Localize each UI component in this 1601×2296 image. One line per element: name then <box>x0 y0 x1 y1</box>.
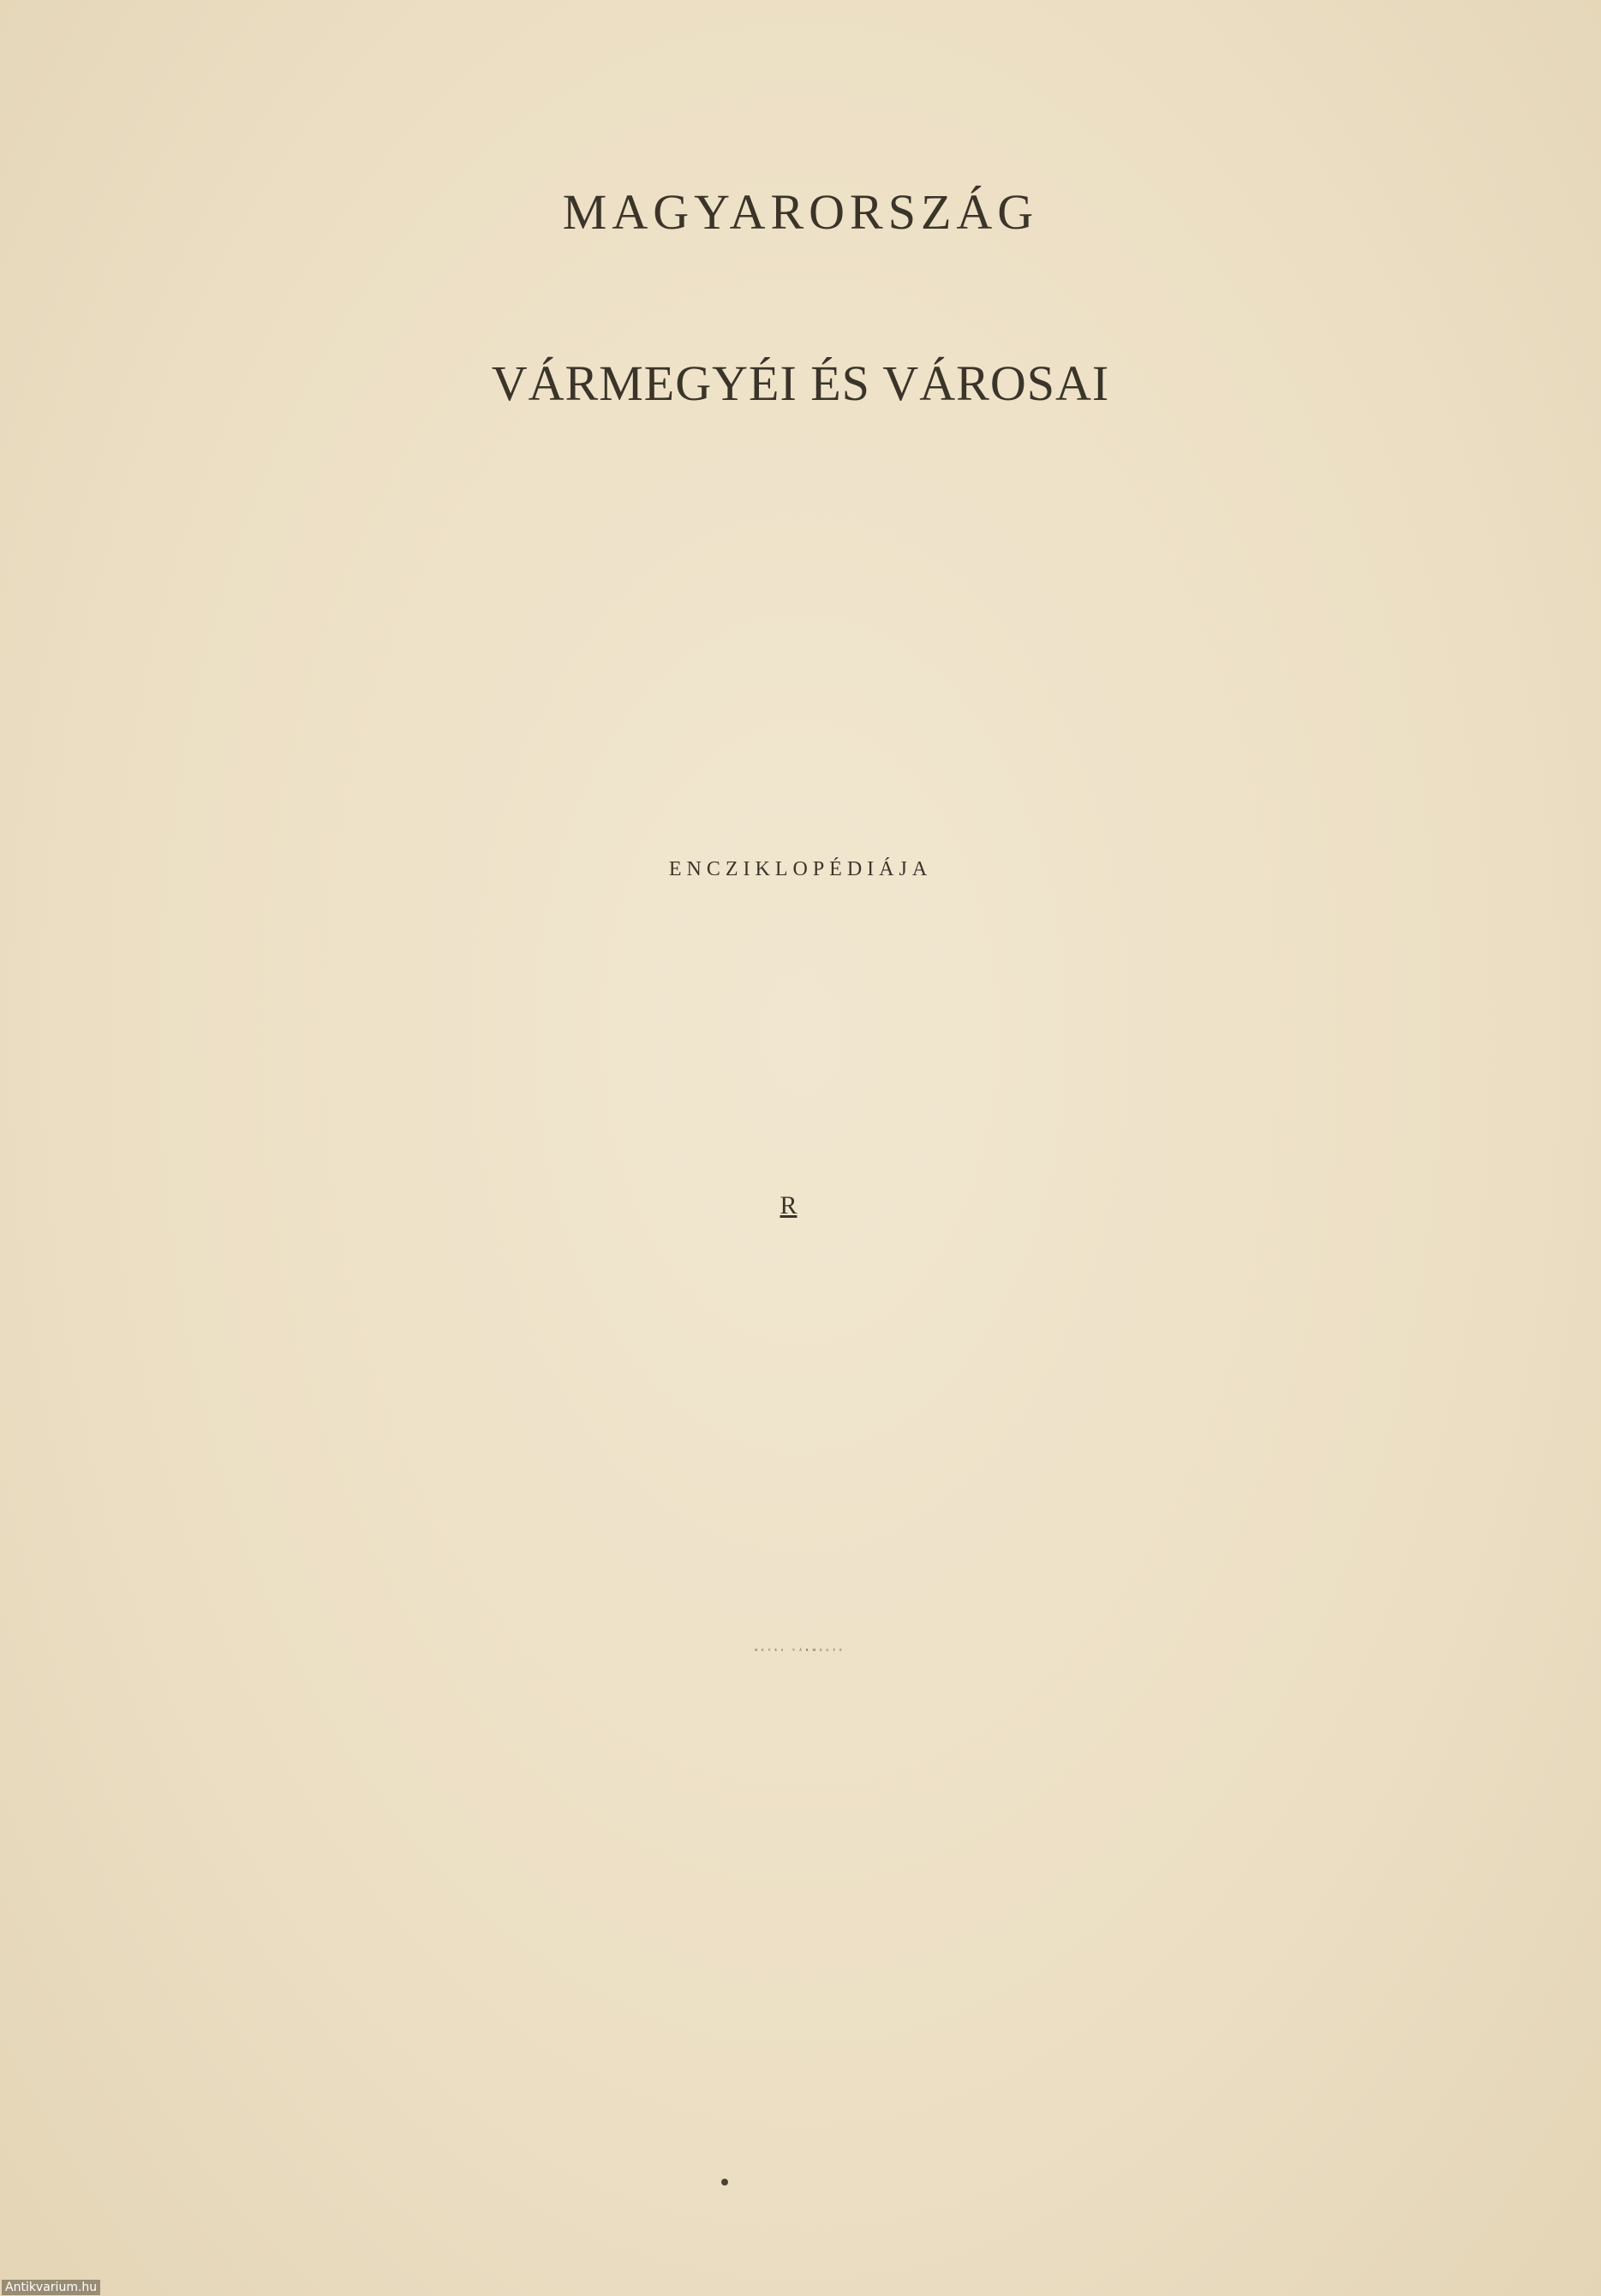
imprint-address-1 <box>0 2054 1601 2088</box>
affiliation-line-2 <box>0 1261 1601 1290</box>
watermark-label: Antikvarium.hu <box>2 2280 100 2295</box>
committee-line-2 <box>0 1047 1601 1088</box>
committee-line-1 <box>0 1002 1601 1043</box>
imprint-publisher <box>0 1999 1601 2047</box>
subtitle <box>0 495 1601 538</box>
ornament-dot <box>721 2179 728 2186</box>
volume-title: HEVES VÁRMEGYE <box>755 1648 846 1652</box>
description-line-2 <box>0 675 1601 718</box>
affiliation-line-1 <box>0 1233 1601 1262</box>
description-line-1 <box>0 623 1601 666</box>
main-title-line-2: VÁRMEGYÉI ÉS VÁROSAI <box>491 355 1110 411</box>
main-title-line-1: MAGYARORSZÁG <box>562 184 1039 240</box>
imprint-address-2 <box>0 2096 1601 2131</box>
edited-by-label <box>0 1118 1601 1153</box>
editor-title-superscript: R <box>780 1191 798 1220</box>
encyclopedia-heading: ENCZIKLOPÉDIÁJA <box>668 858 933 880</box>
illustrations-note <box>0 1398 1601 1432</box>
imprint-city <box>0 1927 1601 1970</box>
description-line-3 <box>0 726 1601 769</box>
